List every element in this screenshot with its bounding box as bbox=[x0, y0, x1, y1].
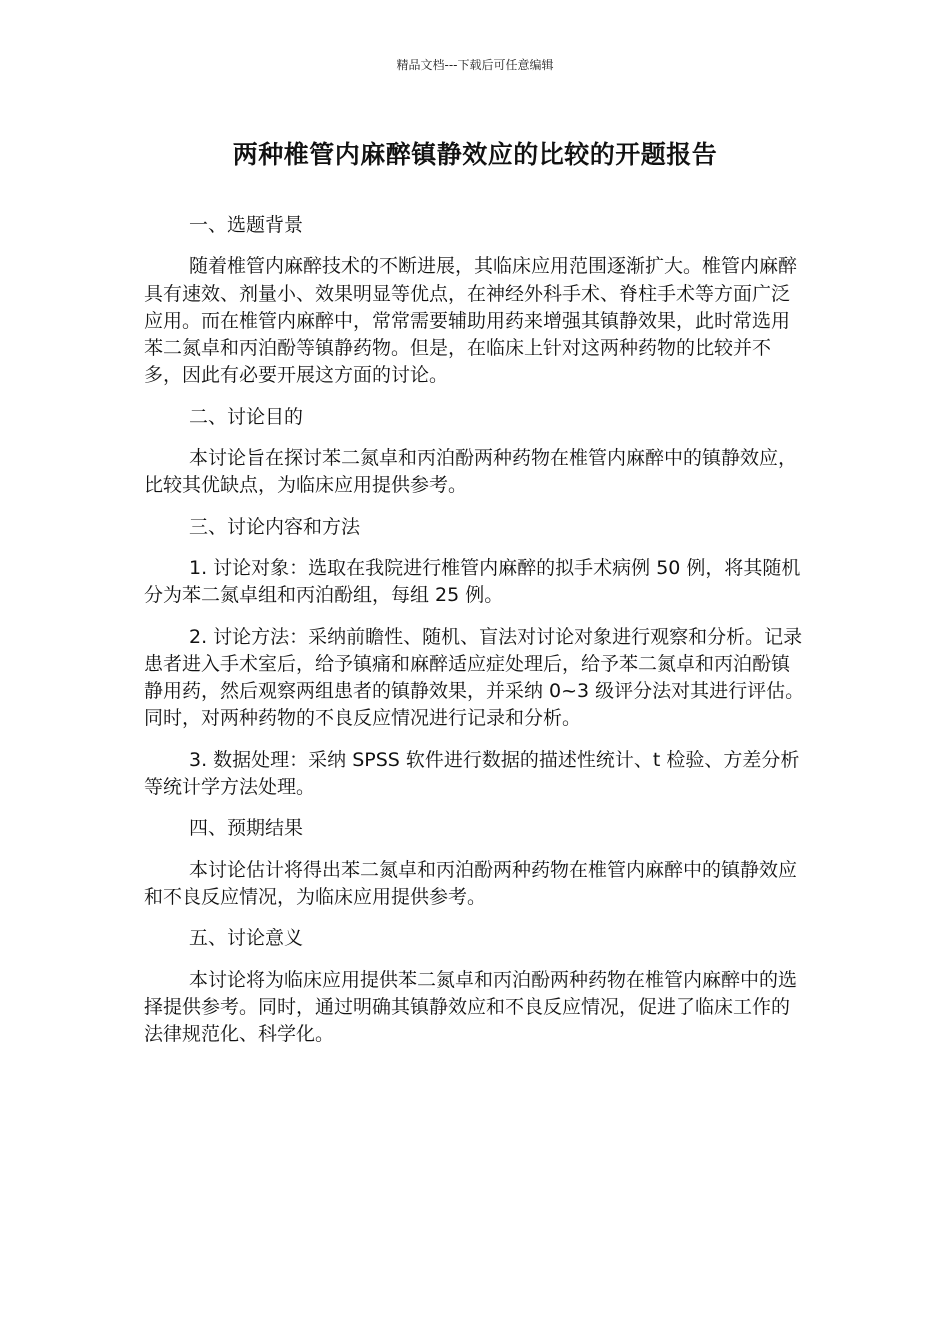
section-heading: 五、讨论意义 bbox=[189, 927, 304, 950]
document-title: 两种椎管内麻醉镇静效应的比较的开题报告 bbox=[232, 140, 718, 169]
section-paragraph: 本讨论旨在探讨苯二氮卓和丙泊酚两种药物在椎管内麻醉中的镇静效应，比较其优缺点，为临床应用提供参考。 bbox=[144, 447, 798, 497]
section-paragraph: 3. 数据处理：采纳 SPSS 软件进行数据的描述性统计、t 检验、方差分析等统计学方法处理。 bbox=[144, 748, 800, 799]
document-body bbox=[144, 212, 808, 1062]
section-paragraph: 本讨论将为临床应用提供苯二氮卓和丙泊酚两种药物在椎管内麻醉中的选择提供参考。同时，通过明确其镇静效应和不良反应情况，促进了临床工作的法律规范化、科学化。 bbox=[144, 968, 798, 1046]
section-heading: 一、选题背景 bbox=[189, 214, 304, 236]
section-heading: 三、讨论内容和方法 bbox=[189, 515, 361, 538]
section-paragraph: 本讨论估计将得出苯二氮卓和丙泊酚两种药物在椎管内麻醉中的镇静效应和不良反应情况，为临床应用提供参考。 bbox=[144, 858, 798, 908]
section-expected-results bbox=[144, 815, 808, 911]
section-content-methods bbox=[144, 514, 808, 802]
section-paragraph: 2. 讨论方法：采纳前瞻性、随机、盲法对讨论对象进行观察和分析。记录患者进入手术室后，给予镇痛和麻醉适应症处理后，给予苯二氮卓和丙泊酚镇静用药，然后观察两组患者的镇静效果，并采纳 0~3 级评分法对其进行评估。同时，对两种药物的不良反应情况进行记录和分析。 bbox=[144, 625, 805, 730]
header-note: 精品文档---下载后可任意编辑 bbox=[396, 58, 554, 72]
section-heading: 四、预期结果 bbox=[189, 817, 304, 840]
section-purpose bbox=[144, 404, 808, 500]
section-paragraph: 随着椎管内麻醉技术的不断进展，其临床应用范围逐渐扩大。椎管内麻醉具有速效、剂量小、效果明显等优点，在神经外科手术、脊柱手术等方面广泛应用。而在椎管内麻醉中，常常需要辅助用药来增强其镇静效果，此时常选用苯二氮卓和丙泊酚等镇静药物。但是，在临床上针对这两种药物的比较并不多，因此有必要开展这方面的讨论。 bbox=[144, 255, 798, 387]
section-background bbox=[144, 212, 808, 390]
section-paragraph: 1. 讨论对象：选取在我院进行椎管内麻醉的拟手术病例 50 例，将其随机分为苯二氮卓组和丙泊酚组，每组 25 例。 bbox=[144, 556, 801, 607]
section-significance bbox=[144, 925, 808, 1048]
section-heading: 二、讨论目的 bbox=[189, 405, 304, 428]
